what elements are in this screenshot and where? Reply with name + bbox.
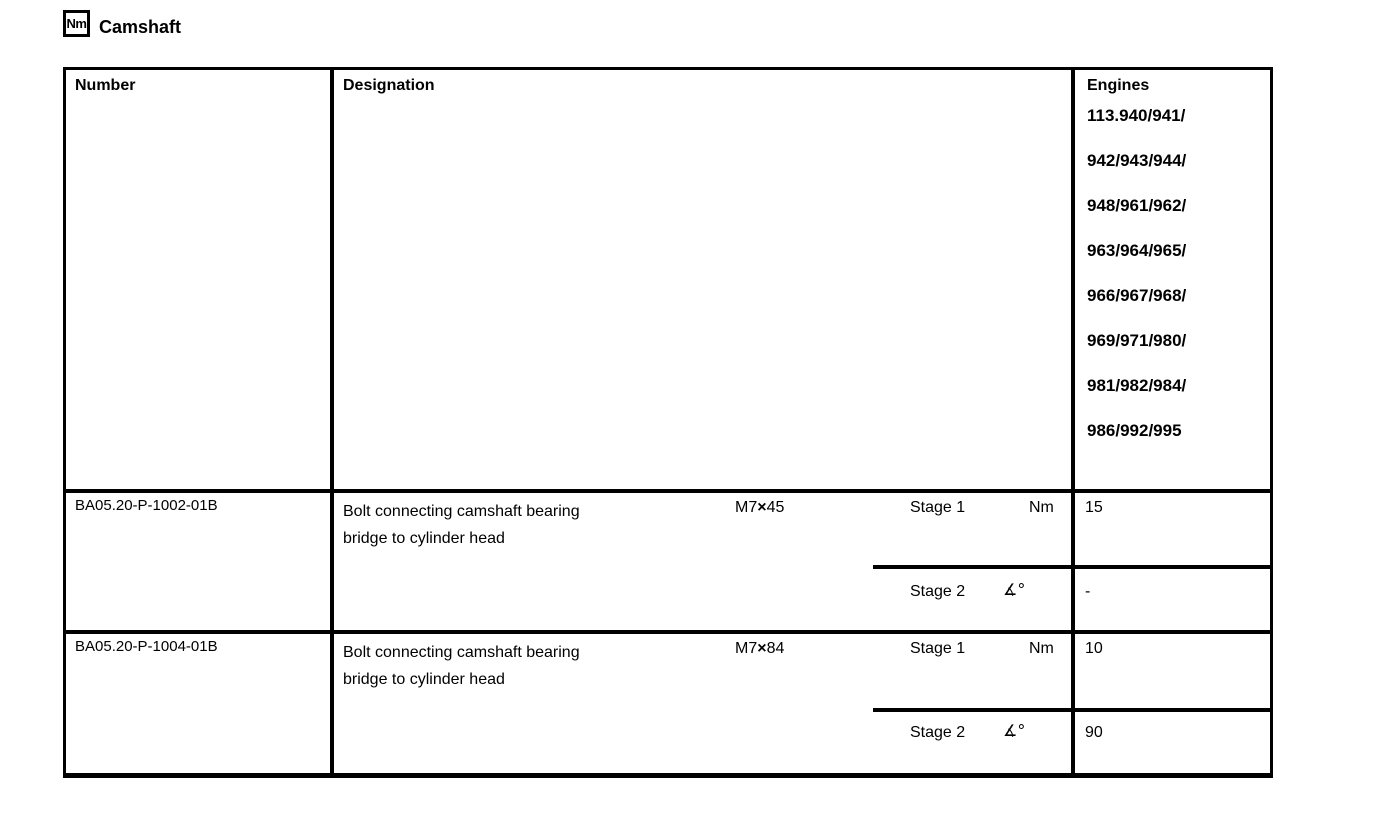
stage2-label: Stage 2 xyxy=(910,724,966,741)
row-divider xyxy=(66,630,1270,634)
column-divider-designation-engines xyxy=(1071,70,1075,773)
bolt-designation-line1: Bolt connecting camshaft bearing xyxy=(343,503,580,520)
stage1-label: Stage 1 xyxy=(910,640,966,657)
engine-codes-line: 966/967/968/ xyxy=(1087,286,1187,305)
stage1-label: Stage 1 xyxy=(910,499,966,516)
stage-sub-divider-row1 xyxy=(873,565,1270,569)
engine-codes-line: 942/943/944/ xyxy=(1087,151,1187,170)
bolt-designation-line1: Bolt connecting camshaft bearing xyxy=(343,644,580,661)
stage1-unit: Nm xyxy=(1029,499,1054,516)
stage2-angle-unit-icon: ∡° xyxy=(1003,721,1026,740)
multiply-sign: × xyxy=(757,640,767,657)
engine-codes-line: 963/964/965/ xyxy=(1087,241,1187,260)
stage1-value: 15 xyxy=(1085,499,1103,516)
engine-codes-list xyxy=(1087,106,1186,440)
stage1-value: 10 xyxy=(1085,640,1103,657)
bolt-designation xyxy=(343,498,703,552)
bolt-number: BA05.20-P-1002-01B xyxy=(75,497,218,514)
stage2-label: Stage 2 xyxy=(910,583,966,600)
multiply-sign: × xyxy=(757,499,767,516)
thread-size-length: 84 xyxy=(766,640,785,657)
stage2-value: - xyxy=(1085,583,1091,600)
engine-codes-line: 113.940/941/ xyxy=(1087,106,1186,125)
bolt-designation xyxy=(343,639,703,693)
engine-codes-line: 948/961/962/ xyxy=(1087,196,1187,215)
bolt-designation-line2: bridge to cylinder head xyxy=(343,530,505,547)
thread-size xyxy=(735,498,784,518)
column-header-designation: Designation xyxy=(343,77,435,94)
column-divider-number-designation xyxy=(330,70,334,773)
torque-unit-icon: Nm xyxy=(63,10,90,37)
engine-codes-line: 986/992/995 xyxy=(1087,421,1182,440)
thread-size xyxy=(735,639,784,659)
header-row-divider xyxy=(66,489,1270,493)
bolt-number: BA05.20-P-1004-01B xyxy=(75,638,218,655)
thread-size-length: 45 xyxy=(766,499,785,516)
column-header-engines: Engines xyxy=(1087,77,1150,94)
engine-codes-line: 969/971/980/ xyxy=(1087,331,1187,350)
stage2-value: 90 xyxy=(1085,724,1103,741)
page-title: Camshaft xyxy=(99,17,182,37)
stage2-angle-unit-icon: ∡° xyxy=(1003,580,1026,599)
engine-codes-line: 981/982/984/ xyxy=(1087,376,1187,395)
torque-table xyxy=(63,67,1273,778)
column-header-number: Number xyxy=(75,77,136,94)
bolt-designation-line2: bridge to cylinder head xyxy=(343,671,505,688)
thread-size-diameter: M7 xyxy=(735,499,758,516)
stage1-unit: Nm xyxy=(1029,640,1054,657)
thread-size-diameter: M7 xyxy=(735,640,758,657)
stage-sub-divider-row2 xyxy=(873,708,1270,712)
